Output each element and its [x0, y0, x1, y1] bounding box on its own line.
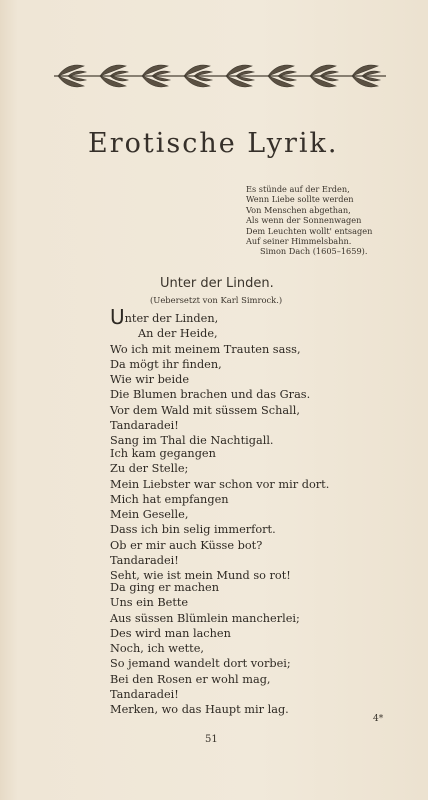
leaf-shape: [278, 71, 296, 76]
poem-line: Mein Geselle,: [110, 508, 189, 522]
poem-line: So jemand wandelt dort vorbei;: [110, 657, 291, 671]
leaf-shape: [152, 71, 170, 76]
poem-line: Sang im Thal die Nachtigall.: [110, 434, 274, 448]
poem-line: [110, 305, 380, 329]
leaf-shape: [236, 76, 254, 81]
motto-line: Dem Leuchten wollt' entsagen: [246, 225, 373, 236]
poem-line: Da ging er machen: [110, 581, 220, 594]
signature-mark: 4*: [373, 714, 384, 724]
motto-line: Als wenn der Sonnenwagen: [246, 215, 362, 226]
leaf-shape: [194, 76, 212, 81]
poem-line: Dass ich bin selig immerfort.: [110, 523, 276, 537]
leaf-shape: [236, 71, 254, 76]
motto-line: Von Menschen abgethan,: [246, 204, 351, 215]
leaf-shape: [110, 71, 128, 76]
poem-line: Zu der Stelle;: [110, 462, 189, 476]
poem-line: Tandaradei!: [110, 688, 179, 702]
stanza-3: [110, 580, 380, 718]
motto-line: Auf seiner Himmelsbahn.: [246, 236, 352, 247]
poem-line: Die Blumen brachen und das Gras.: [110, 388, 311, 402]
first-line-text: nter der Linden,: [124, 312, 219, 325]
stanza-1: [110, 305, 380, 449]
poem-line: Noch, ich wette,: [110, 642, 204, 656]
leaf-shape: [152, 76, 170, 81]
leaf-shape: [320, 76, 338, 81]
leaf-shape: [278, 76, 296, 81]
poem-subtitle: (Uebersetzt von Karl Simrock.): [150, 295, 283, 305]
drop-cap: U: [110, 305, 125, 329]
page-number: 51: [205, 734, 218, 745]
poem-line: Tandaradei!: [110, 554, 179, 568]
page-title: Erotische Lyrik.: [88, 128, 339, 159]
poem-line: Merken, wo das Haupt mir lag.: [110, 703, 289, 717]
motto-attribution: Simon Dach (1605–1659).: [260, 246, 368, 257]
leaf-ornament-icon: [50, 60, 390, 92]
leaf-shape: [194, 71, 212, 76]
poem-line: Des wird man lachen: [110, 626, 231, 640]
poem-line: Vor dem Wald mit süssem Schall,: [110, 403, 300, 417]
leaf-shape: [362, 71, 380, 76]
leaf-shape: [68, 71, 86, 76]
leaf-shape: [68, 76, 86, 81]
poem-line: Bei den Rosen er wohl mag,: [110, 672, 271, 686]
poem-line: Ob er mir auch Küsse bot?: [110, 538, 263, 552]
poem-line: Uns ein Bette: [110, 596, 189, 610]
poem-line: Wo ich mit meinem Trauten sass,: [110, 342, 301, 356]
motto-line: Es stünde auf der Erden,: [246, 184, 350, 194]
poem-line: Seht, wie ist mein Mund so rot!: [110, 569, 291, 583]
motto-line: Wenn Liebe sollte werden: [246, 194, 354, 205]
poem-line: Ich kam gegangen: [110, 447, 216, 460]
poem-line: Mein Liebster war schon vor mir dort.: [110, 477, 330, 491]
stanza-2: [110, 446, 380, 584]
poem-line: Mich hat empfangen: [110, 492, 229, 506]
leaf-shape: [320, 71, 338, 76]
motto-epigraph: [246, 184, 406, 257]
leaf-shape: [110, 76, 128, 81]
poem-line: Aus süssen Blümlein mancherlei;: [110, 611, 300, 625]
poem-line: An der Heide,: [138, 327, 218, 341]
poem-line: Wie wir beide: [110, 373, 190, 387]
leaf-shape: [362, 76, 380, 81]
poem-line: Tandaradei!: [110, 419, 179, 433]
poem-title: Unter der Linden.: [160, 276, 274, 291]
poem-line: Da mögt ihr finden,: [110, 357, 222, 371]
